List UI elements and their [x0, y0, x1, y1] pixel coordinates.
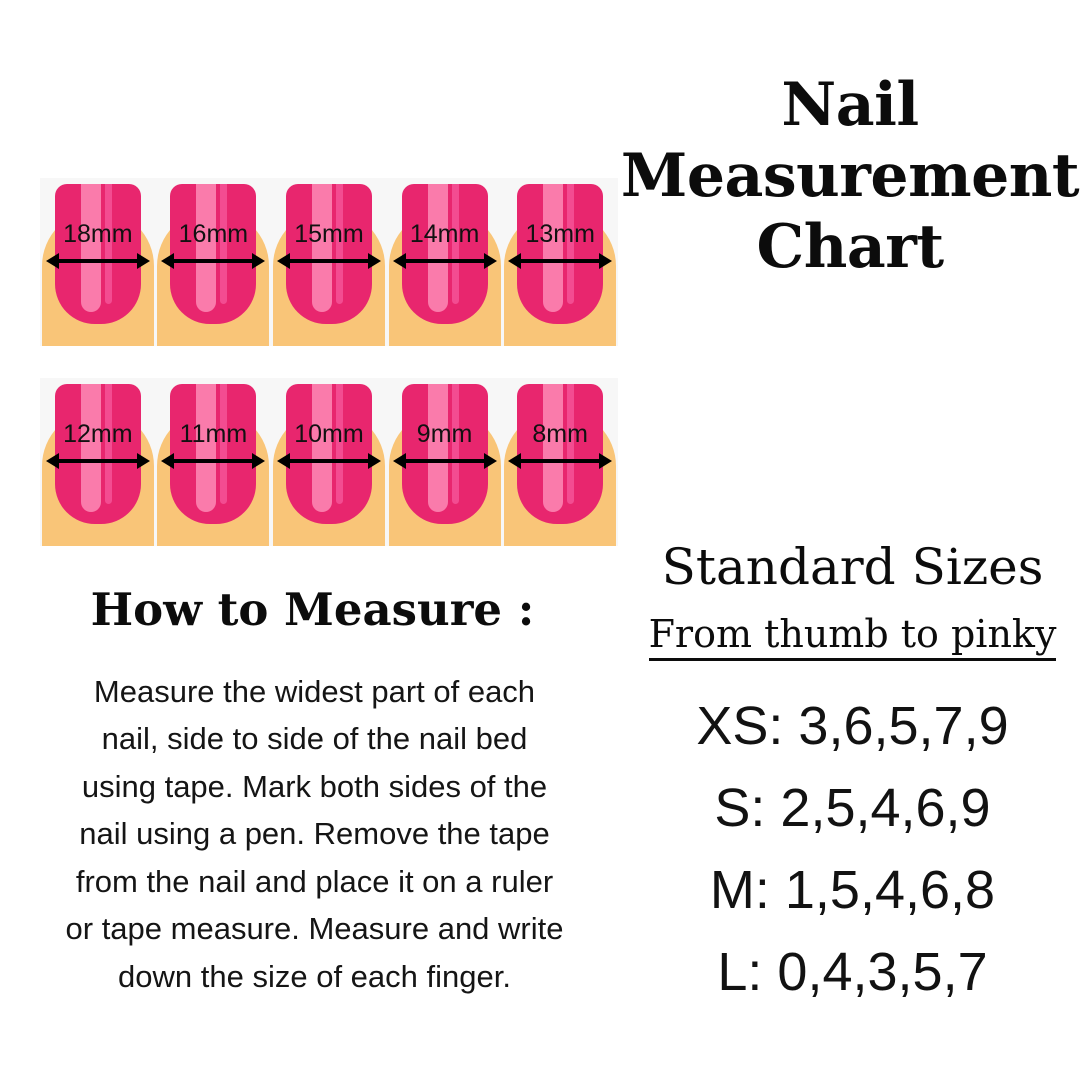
- standard-sizes-list: [625, 685, 1080, 1013]
- measurement-annotation: [508, 422, 612, 469]
- nail-size-cell: [387, 178, 503, 346]
- nail-size-cell: [156, 378, 272, 546]
- nail-size-cell: [502, 178, 618, 346]
- standard-sizes-title: Standard Sizes: [661, 538, 1044, 596]
- measurement-annotation: [508, 222, 612, 269]
- measurement-annotation: [161, 222, 265, 269]
- measurement-label: 12mm: [63, 420, 133, 448]
- how-to-measure-title: How to Measure :: [90, 583, 535, 636]
- double-arrow-icon: [277, 453, 381, 469]
- measurement-label: 13mm: [525, 220, 595, 248]
- measurement-label: 8mm: [532, 420, 588, 448]
- double-arrow-icon: [161, 453, 265, 469]
- nail-size-cell: [387, 378, 503, 546]
- double-arrow-icon: [393, 253, 497, 269]
- double-arrow-icon: [508, 453, 612, 469]
- measurement-label: 16mm: [178, 220, 249, 248]
- nail-size-cell: [271, 178, 387, 346]
- nail-size-cell: [271, 378, 387, 546]
- measurement-label: 15mm: [294, 220, 364, 248]
- list-item: L: 0,4,3,5,7: [717, 942, 988, 1003]
- right-column: [620, 0, 1080, 1080]
- double-arrow-icon: [46, 253, 150, 269]
- nail-size-cell: [40, 378, 156, 546]
- list-item: XS: 3,6,5,7,9: [696, 696, 1009, 756]
- nail-size-cell: [40, 178, 156, 346]
- measurement-annotation: [161, 422, 265, 469]
- nail-size-row-1: [40, 178, 618, 346]
- nail-size-cell: [502, 378, 618, 546]
- standard-sizes-subtitle: [625, 612, 1080, 656]
- page-title: Nail Measurement Chart: [620, 70, 1080, 282]
- measurement-label: 14mm: [409, 220, 480, 248]
- double-arrow-icon: [161, 253, 265, 269]
- how-to-measure-body: Measure the widest part of each nail, side to side of the nail bed using tape. Mark both sides of the nail using a pen. Remove the tape from the nail and place it on a ruler or tape measure. Measure and write down the size of each finger.: [65, 674, 564, 994]
- nail-size-row-2: [40, 378, 618, 546]
- double-arrow-icon: [393, 453, 497, 469]
- list-item: M: 1,5,4,6,8: [709, 860, 996, 921]
- nail-size-cell: [156, 178, 272, 346]
- measurement-annotation: [46, 422, 150, 469]
- standard-sizes-subtitle-text: From thumb to pinky: [649, 612, 1057, 661]
- double-arrow-icon: [46, 453, 150, 469]
- measurement-label: 10mm: [294, 420, 364, 448]
- measurement-annotation: [393, 222, 497, 269]
- measurement-annotation: [277, 222, 381, 269]
- list-item: S: 2,5,4,6,9: [714, 778, 991, 839]
- double-arrow-icon: [277, 253, 381, 269]
- measurement-annotation: [46, 222, 150, 269]
- measurement-label: 18mm: [63, 220, 133, 248]
- measurement-annotation: [393, 422, 497, 469]
- double-arrow-icon: [508, 253, 612, 269]
- measurement-annotation: [277, 422, 381, 469]
- measurement-label: 9mm: [416, 420, 473, 448]
- measurement-label: 11mm: [179, 420, 248, 448]
